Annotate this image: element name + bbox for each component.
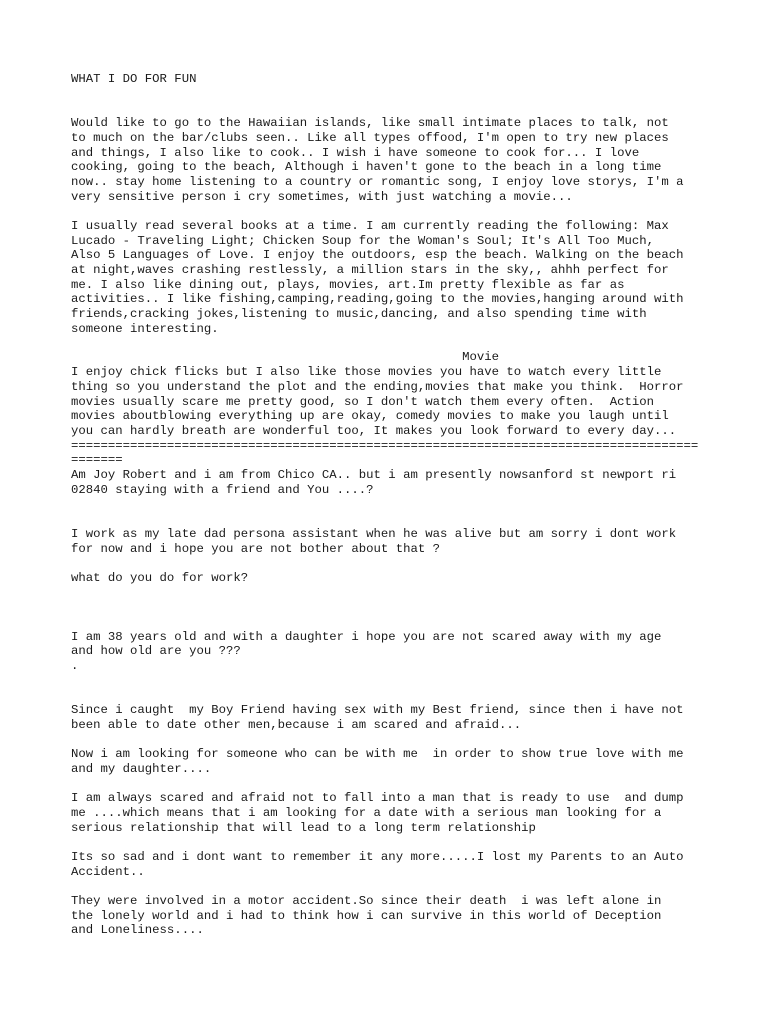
text-line: and Loneliness.... bbox=[71, 923, 204, 937]
text-line: been able to date other men,because i am scared and afraid... bbox=[71, 718, 522, 732]
text-line: for now and i hope you are not bother about that ? bbox=[71, 542, 440, 556]
text-line: and my daughter.... bbox=[71, 762, 212, 776]
text-line: cooking, going to the beach, Although i haven't gone to the beach in a long time bbox=[71, 160, 662, 174]
text-line: Since i caught my Boy Friend having sex with my Best friend, since then i have not bbox=[71, 703, 684, 717]
text-line: me ....which means that i am looking for a date with a serious man looking for a bbox=[71, 806, 662, 820]
text-line: now.. stay home listening to a country or romantic song, I enjoy love storys, I'm a bbox=[71, 175, 684, 189]
text-line: what do you do for work? bbox=[71, 571, 249, 585]
text-line: Would like to go to the Hawaiian islands, like small intimate places to talk, not bbox=[71, 116, 669, 130]
text-line: the lonely world and i had to think how i can survive in this world of Deception bbox=[71, 909, 662, 923]
text-line: you can hardly breath are wonderful too, It makes you look forward to every day... bbox=[71, 424, 677, 438]
text-line: and how old are you ??? bbox=[71, 644, 241, 658]
text-line: They were involved in a motor accident.So since their death i was left alone in bbox=[71, 894, 662, 908]
separator-line: ======= bbox=[71, 453, 123, 467]
text-line: me. I also like dining out, plays, movies, art.Im pretty flexible as far as bbox=[71, 278, 625, 292]
text-line: . bbox=[71, 659, 79, 673]
separator-line: ===================================================================================== bbox=[71, 439, 699, 453]
text-line: Accident.. bbox=[71, 865, 145, 879]
text-line: friends,cracking jokes,listening to music,dancing, and also spending time with bbox=[71, 307, 647, 321]
text-line: movies aboutblowing everything up are okay, comedy movies to make you laugh until bbox=[71, 409, 669, 423]
text-line: I enjoy chick flicks but I also like those movies you have to watch every little bbox=[71, 365, 662, 379]
text-line: I am always scared and afraid not to fall into a man that is ready to use and dump bbox=[71, 791, 684, 805]
text-line: Am Joy Robert and i am from Chico CA.. but i am presently nowsanford st newport ri bbox=[71, 468, 677, 482]
text-line: to much on the bar/clubs seen.. Like all types offood, I'm open to try new places bbox=[71, 131, 669, 145]
text-line: activities.. I like fishing,camping,reading,going to the movies,hanging around with bbox=[71, 292, 684, 306]
text-line: I work as my late dad persona assistant when he was alive but am sorry i dont work bbox=[71, 527, 677, 541]
document-title: WHAT I DO FOR FUN bbox=[71, 72, 197, 86]
text-line: I am 38 years old and with a daughter i hope you are not scared away with my age bbox=[71, 630, 662, 644]
text-line: Its so sad and i dont want to remember it any more.....I lost my Parents to an Auto bbox=[71, 850, 684, 864]
text-line: 02840 staying with a friend and You ....? bbox=[71, 483, 374, 497]
text-line: I usually read several books at a time. I am currently reading the following: Max bbox=[71, 219, 669, 233]
text-line: at night,waves crashing restlessly, a million stars in the sky,, ahhh perfect for bbox=[71, 263, 669, 277]
text-line: Now i am looking for someone who can be with me in order to show true love with me bbox=[71, 747, 684, 761]
text-line: Lucado - Traveling Light; Chicken Soup for the Woman's Soul; It's All Too Much, bbox=[71, 234, 654, 248]
text-line: serious relationship that will lead to a long term relationship bbox=[71, 821, 536, 835]
text-line: someone interesting. bbox=[71, 322, 219, 336]
section-heading-movie: Movie bbox=[71, 350, 500, 364]
text-line: very sensitive person i cry sometimes, with just watching a movie... bbox=[71, 190, 573, 204]
text-line: Also 5 Languages of Love. I enjoy the outdoors, esp the beach. Walking on the beach bbox=[71, 248, 684, 262]
text-line: and things, I also like to cook.. I wish i have someone to cook for... I love bbox=[71, 146, 640, 160]
text-line: thing so you understand the plot and the ending,movies that make you think. Horror bbox=[71, 380, 684, 394]
text-line: movies usually scare me pretty good, so I don't watch them every often. Action bbox=[71, 395, 654, 409]
